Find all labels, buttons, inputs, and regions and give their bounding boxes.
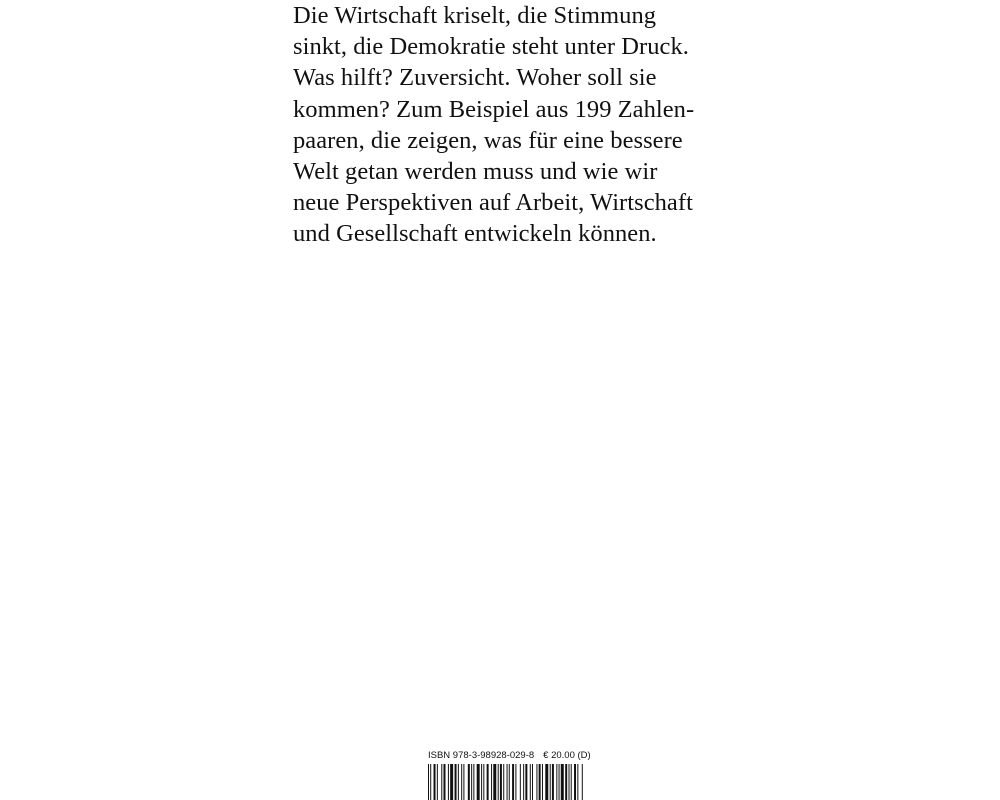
blurb-line: Die Wirtschaft kriselt, die Stimmung bbox=[293, 2, 657, 29]
price-label: € 20.00 (D) bbox=[543, 750, 591, 761]
barcode-bar bbox=[428, 764, 429, 800]
barcode-bar bbox=[477, 764, 480, 800]
barcode-bar bbox=[463, 764, 464, 800]
barcode-bar bbox=[556, 764, 557, 800]
blurb-line: neue Perspektiven auf Arbeit, Wirtschaft bbox=[293, 189, 693, 217]
barcode-bar bbox=[515, 764, 516, 800]
barcode-bar bbox=[552, 764, 554, 800]
isbn-price-row bbox=[428, 750, 591, 762]
barcode-bar bbox=[487, 764, 489, 800]
blurb-line: paaren, die zeigen, was für eine bessere bbox=[293, 126, 683, 154]
barcode-bar bbox=[471, 764, 472, 800]
barcode-bar bbox=[430, 764, 431, 800]
blurb-line: sinkt, die Demokratie steht unter Druck. bbox=[293, 33, 689, 61]
barcode-bar bbox=[542, 764, 543, 800]
barcode-bar bbox=[458, 764, 459, 800]
barcode-bar bbox=[582, 764, 583, 800]
barcode-bar bbox=[559, 764, 560, 800]
barcode-bar bbox=[455, 764, 457, 800]
barcode-bar bbox=[491, 764, 492, 800]
barcode-bar bbox=[539, 764, 541, 800]
barcode-bar bbox=[483, 764, 484, 800]
barcode-bar bbox=[503, 764, 504, 800]
barcode-bar bbox=[571, 764, 572, 800]
blurb-line: Was hilft? Zuversicht. Woher soll sie bbox=[293, 64, 657, 92]
barcode-bar bbox=[468, 764, 470, 800]
barcode-bar bbox=[530, 764, 531, 800]
barcode-bar bbox=[525, 764, 527, 800]
barcode-block bbox=[428, 750, 591, 800]
barcode-bar bbox=[473, 764, 474, 800]
barcode-image bbox=[428, 764, 584, 800]
barcode-bar bbox=[574, 764, 576, 800]
back-cover-blurb bbox=[293, 0, 733, 250]
barcode-bar bbox=[532, 764, 533, 800]
barcode-bar bbox=[520, 764, 521, 800]
barcode-bar bbox=[443, 764, 445, 800]
barcode-bar bbox=[512, 764, 514, 800]
barcode-bar bbox=[437, 764, 438, 800]
barcode-bar bbox=[536, 764, 537, 800]
barcode-bar bbox=[448, 764, 449, 800]
barcode-bar bbox=[569, 764, 570, 800]
barcode-bar bbox=[523, 764, 524, 800]
barcode-bar bbox=[509, 764, 510, 800]
barcode-bar bbox=[481, 764, 482, 800]
blurb-line: und Gesellschaft entwickeln können. bbox=[293, 220, 657, 248]
barcode-bar bbox=[550, 764, 551, 800]
blurb-line: Welt getan werden muss und wie wir bbox=[293, 158, 658, 186]
barcode-bar bbox=[498, 764, 499, 800]
barcode-bar bbox=[577, 764, 578, 800]
barcode-bar bbox=[441, 764, 442, 800]
blurb-line: kommen? Zum Beispiel aus 199 Zahlen- bbox=[293, 95, 695, 123]
barcode-bar bbox=[561, 764, 564, 800]
barcode-bar bbox=[450, 764, 453, 800]
barcode-bar bbox=[461, 764, 462, 800]
barcode-bar bbox=[493, 764, 496, 800]
barcode-bar bbox=[565, 764, 567, 800]
barcode-bar bbox=[545, 764, 548, 800]
barcode-bar bbox=[507, 764, 508, 800]
barcode-bar bbox=[500, 764, 502, 800]
isbn-number: ISBN 978-3-98928-029-8 bbox=[428, 750, 535, 761]
barcode-bar bbox=[434, 764, 436, 800]
